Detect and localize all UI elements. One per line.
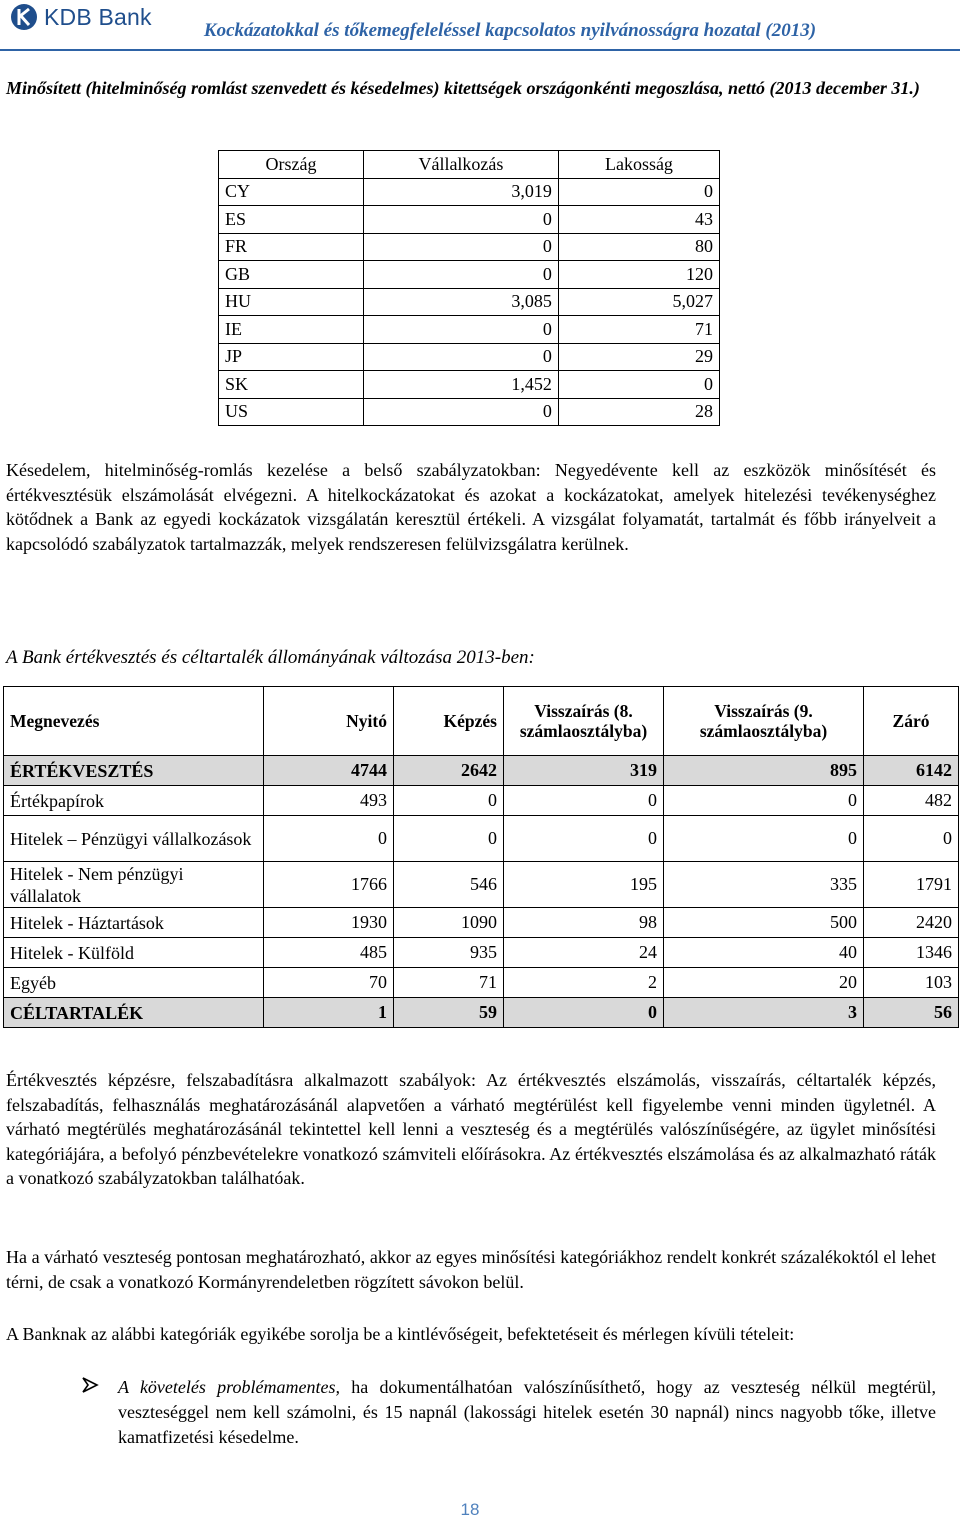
value-cell: 0 bbox=[264, 816, 394, 862]
value-cell: 20 bbox=[664, 968, 864, 998]
bullet-item-emphasis: A követelés problémamentes, bbox=[118, 1377, 340, 1397]
enterprise-value-cell: 3,019 bbox=[364, 178, 559, 206]
retail-value-cell: 28 bbox=[558, 398, 719, 426]
value-cell: 1930 bbox=[264, 908, 394, 938]
value-cell: 0 bbox=[504, 998, 664, 1028]
value-cell: 2642 bbox=[394, 756, 504, 786]
enterprise-value-cell: 0 bbox=[364, 316, 559, 344]
column-header-reversal-8: Visszaírás (8. számlaosztályba) bbox=[504, 687, 664, 756]
country-code-cell: SK bbox=[219, 371, 364, 399]
enterprise-value-cell: 0 bbox=[364, 343, 559, 371]
value-cell: 40 bbox=[664, 938, 864, 968]
table-row bbox=[4, 968, 959, 998]
table-row bbox=[219, 178, 720, 206]
value-cell: 935 bbox=[394, 938, 504, 968]
bullet-item-problem-free bbox=[118, 1375, 936, 1450]
table-row bbox=[219, 261, 720, 289]
retail-value-cell: 71 bbox=[558, 316, 719, 344]
country-code-cell: JP bbox=[219, 343, 364, 371]
value-cell: 2 bbox=[504, 968, 664, 998]
value-cell: 98 bbox=[504, 908, 664, 938]
value-cell: 0 bbox=[394, 816, 504, 862]
value-cell: 1 bbox=[264, 998, 394, 1028]
country-exposure-table bbox=[218, 150, 720, 426]
value-cell: 71 bbox=[394, 968, 504, 998]
retail-value-cell: 0 bbox=[558, 178, 719, 206]
country-code-cell: GB bbox=[219, 261, 364, 289]
document-header-title: Kockázatokkal és tőkemegfeleléssel kapcsolatos nyilvánosságra hozatal (2013) bbox=[203, 20, 817, 41]
value-cell: 70 bbox=[264, 968, 394, 998]
table-row bbox=[4, 938, 959, 968]
value-cell: 485 bbox=[264, 938, 394, 968]
enterprise-value-cell: 3,085 bbox=[364, 288, 559, 316]
table-row bbox=[219, 316, 720, 344]
country-code-cell: CY bbox=[219, 178, 364, 206]
value-cell: 0 bbox=[504, 816, 664, 862]
country-code-cell: US bbox=[219, 398, 364, 426]
paragraph-categories: A Banknak az alábbi kategóriák egyikébe sorolja be a kintlévőségeit, befektetéseit és mérlegen kívüli tételeit: bbox=[6, 1324, 795, 1344]
page-number: 18 bbox=[460, 1500, 480, 1519]
column-header-closing: Záró bbox=[864, 687, 959, 756]
table-row bbox=[219, 371, 720, 399]
value-cell: 482 bbox=[864, 786, 959, 816]
table-row bbox=[4, 756, 959, 786]
enterprise-value-cell: 0 bbox=[364, 398, 559, 426]
value-cell: 2420 bbox=[864, 908, 959, 938]
retail-value-cell: 120 bbox=[558, 261, 719, 289]
column-header-creation: Képzés bbox=[394, 687, 504, 756]
logo-text: KDB Bank bbox=[44, 3, 152, 30]
value-cell: 895 bbox=[664, 756, 864, 786]
value-cell: 500 bbox=[664, 908, 864, 938]
table-header-row bbox=[4, 687, 959, 756]
table-row bbox=[4, 816, 959, 862]
row-label-cell: Egyéb bbox=[4, 968, 264, 998]
column-header-name: Megnevezés bbox=[4, 687, 264, 756]
provision-table-title: A Bank értékvesztés és céltartalék állományának változása 2013-ben: bbox=[6, 647, 535, 668]
retail-value-cell: 5,027 bbox=[558, 288, 719, 316]
bullet-item-text: ha dokumentálhatóan valószínűsíthető, hogy az veszteség nélkül megtérül, veszteséggel nem kell számolni, és 15 napnál (lakossági hitelek esetén 30 napnál) nincs nagyobb tőke, illetve kamatfizetési késedelme. bbox=[118, 1377, 936, 1447]
retail-value-cell: 29 bbox=[558, 343, 719, 371]
table-row bbox=[219, 343, 720, 371]
value-cell: 59 bbox=[394, 998, 504, 1028]
value-cell: 3 bbox=[664, 998, 864, 1028]
country-code-cell: ES bbox=[219, 206, 364, 234]
value-cell: 0 bbox=[864, 816, 959, 862]
value-cell: 0 bbox=[664, 786, 864, 816]
column-header-country: Ország bbox=[219, 151, 364, 179]
page-header bbox=[0, 0, 960, 52]
retail-value-cell: 43 bbox=[558, 206, 719, 234]
table-row bbox=[4, 786, 959, 816]
value-cell: 493 bbox=[264, 786, 394, 816]
column-header-retail: Lakosság bbox=[558, 151, 719, 179]
paragraph-impairment-handling: Késedelem, hitelminőség-romlás kezelése a belső szabályzatokban: Negyedévente kell az eszközök minősítését és értékvesztésük elszámolását elvégezni. A hitelkockázatokat és azokat a kockázatokat, amelyek hitelezési tevékenységhez kötődnek a Bank az egyedi kockázatok vizsgálatán keresztül értékeli. A vizsgálat folyamatát, tartalmát és főbb irányelveit a kapcsolódó szabályzatok tartalmazzák, melyek rendszeresen felülvizsgálatra kerülnek. bbox=[6, 460, 936, 554]
row-label-cell: Hitelek - Külföld bbox=[4, 938, 264, 968]
country-code-cell: HU bbox=[219, 288, 364, 316]
enterprise-value-cell: 1,452 bbox=[364, 371, 559, 399]
value-cell: 103 bbox=[864, 968, 959, 998]
value-cell: 195 bbox=[504, 862, 664, 908]
country-table-caption: Minősített (hitelminőség romlást szenvedett és késedelmes) kitettségek országonkénti megoszlása, nettó (2013 december 31.) bbox=[6, 78, 920, 98]
table-row bbox=[219, 233, 720, 261]
value-cell: 1346 bbox=[864, 938, 959, 968]
table-row bbox=[219, 288, 720, 316]
value-cell: 1766 bbox=[264, 862, 394, 908]
table-row bbox=[219, 398, 720, 426]
table-row bbox=[4, 908, 959, 938]
retail-value-cell: 0 bbox=[558, 371, 719, 399]
logo bbox=[10, 2, 152, 32]
value-cell: 1791 bbox=[864, 862, 959, 908]
value-cell: 1090 bbox=[394, 908, 504, 938]
paragraph-expected-loss: Ha a várható veszteség pontosan meghatározható, akkor az egyes minősítési kategóriákhoz rendelt konkrét százalékoktól el lehet térni, de csak a vonatkozó Kormányrendeletben rögzített sávokon belül. bbox=[6, 1247, 936, 1292]
value-cell: 0 bbox=[504, 786, 664, 816]
row-label-cell: Hitelek - Háztartások bbox=[4, 908, 264, 938]
table-row bbox=[4, 998, 959, 1028]
value-cell: 6142 bbox=[864, 756, 959, 786]
value-cell: 319 bbox=[504, 756, 664, 786]
header-divider bbox=[0, 49, 960, 51]
table-header-row bbox=[219, 151, 720, 179]
enterprise-value-cell: 0 bbox=[364, 261, 559, 289]
value-cell: 335 bbox=[664, 862, 864, 908]
table-row bbox=[219, 206, 720, 234]
column-header-reversal-9: Visszaírás (9. számlaosztályba) bbox=[664, 687, 864, 756]
table-row bbox=[4, 862, 959, 908]
value-cell: 0 bbox=[664, 816, 864, 862]
arrow-bullet-icon bbox=[80, 1375, 100, 1395]
row-label-cell: ÉRTÉKVESZTÉS bbox=[4, 756, 264, 786]
kdb-logo-icon bbox=[10, 3, 38, 31]
column-header-enterprise: Vállalkozás bbox=[364, 151, 559, 179]
value-cell: 546 bbox=[394, 862, 504, 908]
value-cell: 56 bbox=[864, 998, 959, 1028]
country-code-cell: IE bbox=[219, 316, 364, 344]
country-code-cell: FR bbox=[219, 233, 364, 261]
row-label-cell: CÉLTARTALÉK bbox=[4, 998, 264, 1028]
value-cell: 4744 bbox=[264, 756, 394, 786]
enterprise-value-cell: 0 bbox=[364, 233, 559, 261]
paragraph-impairment-rules: Értékvesztés képzésre, felszabadításra alkalmazott szabályok: Az értékvesztés elszámolás, visszaírás, céltartalék képzés, felszabadítás, felhasználás meghatározásánál alapvetően a várható megtérülést kell figyelembe venni minden ügyletnél. A várható megtérülés meghatározásánál tekintettel kell lenni a veszteség és a megtérülés valószínűségére, az ügylet minősítési kategóriájára, a befolyó pénzbevételekre vonatkozó számviteli előírásokra. Az értékvesztés elszámolása és az alkalmazható ráták a vonatkozó szabályzatokban találhatóak. bbox=[6, 1070, 936, 1188]
value-cell: 24 bbox=[504, 938, 664, 968]
provision-change-table bbox=[3, 686, 959, 1028]
row-label-cell: Értékpapírok bbox=[4, 786, 264, 816]
row-label-cell: Hitelek – Pénzügyi vállalkozások bbox=[4, 816, 264, 862]
row-label-cell: Hitelek - Nem pénzügyi vállalatok bbox=[4, 862, 264, 908]
value-cell: 0 bbox=[394, 786, 504, 816]
column-header-opening: Nyitó bbox=[264, 687, 394, 756]
enterprise-value-cell: 0 bbox=[364, 206, 559, 234]
retail-value-cell: 80 bbox=[558, 233, 719, 261]
